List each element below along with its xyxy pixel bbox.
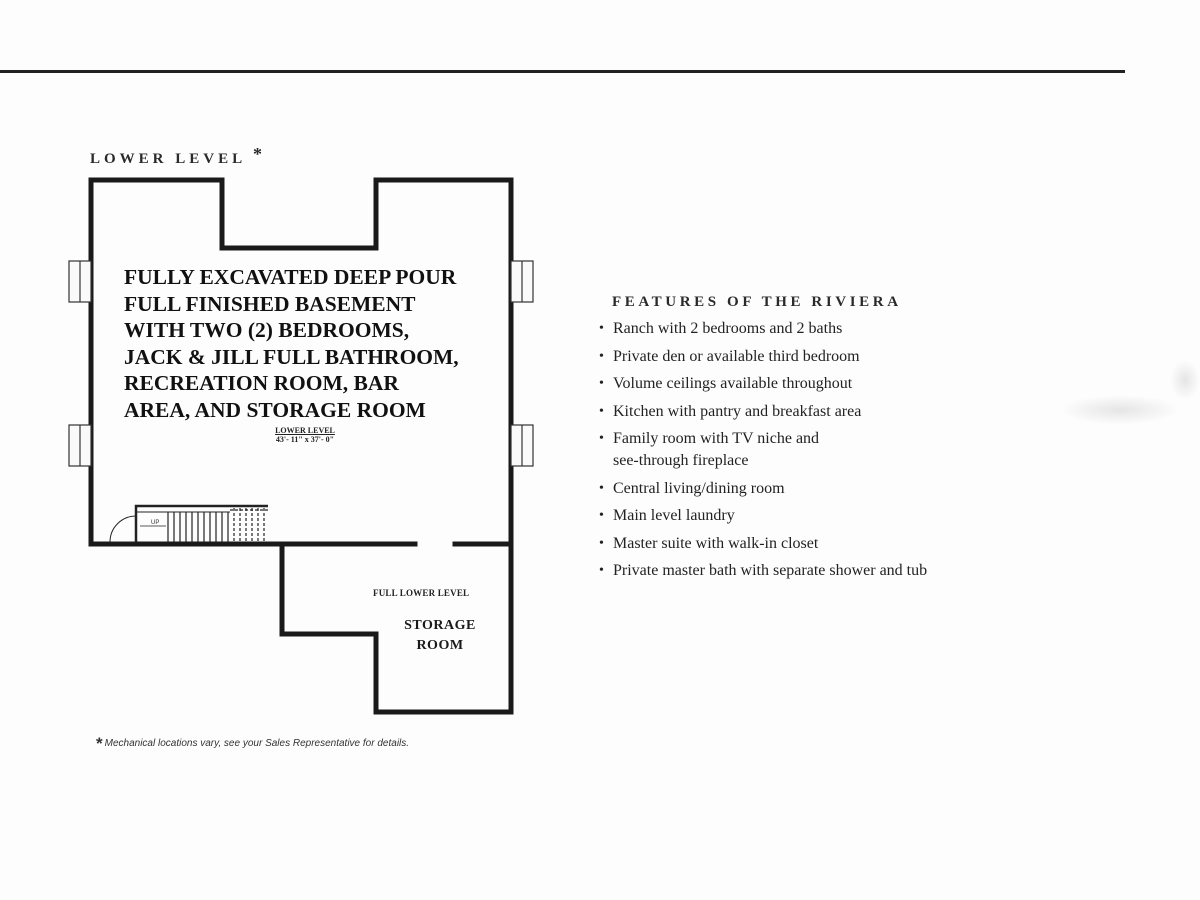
feature-text: • Family room with TV niche and (613, 430, 820, 447)
list-item (598, 560, 1038, 582)
feature-text-continued: see-through fireplace (613, 452, 749, 469)
asterisk-mark: * (96, 734, 103, 753)
dimension-label (250, 426, 360, 444)
list-item (598, 346, 1038, 368)
storage-caption: FULL LOWER LEVEL (373, 588, 470, 598)
feature-text: Master suite with walk-in closet (613, 534, 819, 552)
list-item (598, 478, 1038, 500)
features-list (598, 318, 1038, 588)
section-label-text: LOWER LEVEL (90, 151, 246, 167)
list-item (598, 318, 1038, 340)
feature-text: Private master bath with separate shower and tub (613, 562, 928, 579)
feature-text: Main level laundry (613, 507, 735, 524)
basement-description (124, 264, 504, 423)
list-item (598, 401, 1038, 423)
stair-up-label: UP (151, 520, 160, 526)
feature-text: Kitchen with pantry and breakfast area (613, 402, 862, 420)
list-item (598, 505, 1038, 527)
footnote-text: Mechanical locations vary, see your Sales Representative for details. (104, 738, 410, 749)
feature-text: Central living/dining room (613, 479, 785, 497)
storage-room-line: STORAGE (404, 618, 476, 633)
basement-description-line: JACK & JILL FULL BATHROOM, (124, 344, 459, 369)
features-title: FEATURES OF THE RIVIERA (612, 294, 902, 310)
basement-description-line: AREA, AND STORAGE ROOM (124, 397, 426, 422)
list-item (598, 533, 1038, 555)
staircase (110, 506, 268, 542)
list-item (598, 428, 1038, 472)
feature-text: Private den or available third bedroom (613, 347, 860, 365)
feature-text: Volume ceilings available throughout (613, 375, 853, 392)
feature-text: Ranch with 2 bedrooms and 2 baths (613, 320, 843, 337)
storage-room-label (392, 616, 488, 656)
basement-description-line: FULL FINISHED BASEMENT (124, 291, 416, 316)
asterisk-mark: * (253, 144, 263, 164)
storage-room-line: ROOM (416, 638, 464, 653)
list-item (598, 373, 1038, 395)
basement-description-line: RECREATION ROOM, BAR (124, 371, 399, 395)
basement-description-line: WITH TWO (2) BEDROOMS, (124, 318, 410, 342)
dimension-value: 43'- 11" x 37'- 0" (275, 435, 335, 444)
footnote (96, 734, 409, 754)
dimension-title: LOWER LEVEL (275, 426, 335, 435)
basement-description-line: FULLY EXCAVATED DEEP POUR (124, 265, 457, 289)
